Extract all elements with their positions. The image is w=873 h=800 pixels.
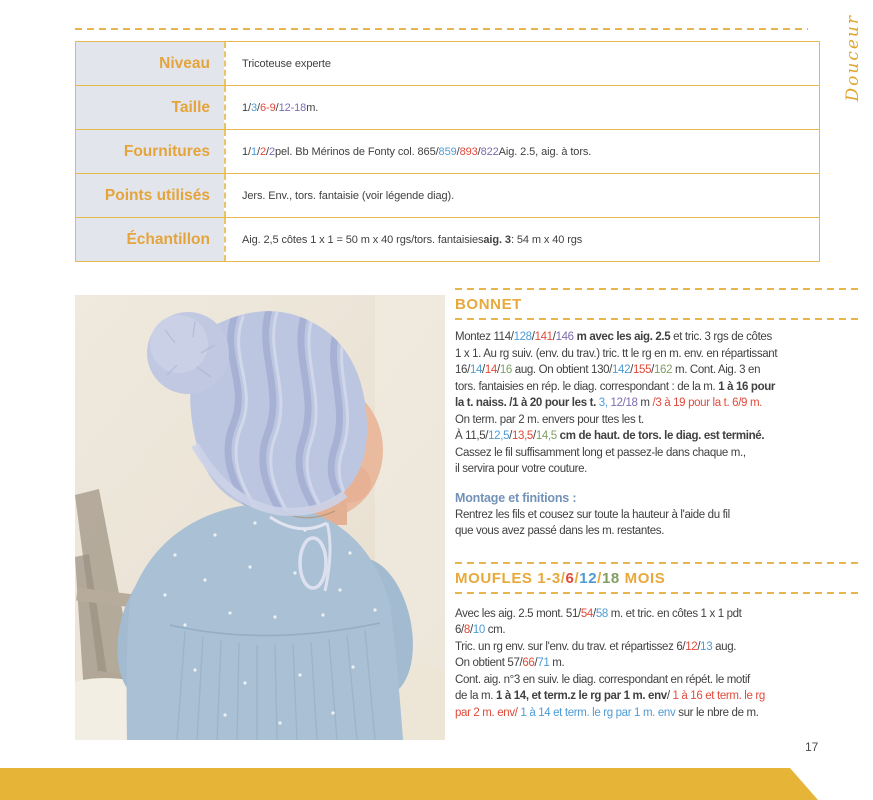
bonnet-section-header (455, 288, 859, 320)
table-row-taille (76, 85, 819, 129)
table-row-fournitures (76, 129, 819, 173)
row-label: Échantillon (76, 218, 224, 261)
moufles-section-header (455, 562, 859, 594)
dashed-divider (455, 592, 859, 594)
table-row-niveau (76, 42, 819, 85)
bonnet-title: BONNET (455, 296, 522, 313)
table-row-echantillon (76, 217, 819, 261)
top-dashed-divider (75, 28, 808, 30)
baby-photo-illustration (75, 295, 445, 740)
row-value: 1/ 3 / 6-9 / 12-18 m. (224, 86, 819, 129)
dashed-divider (455, 288, 859, 290)
bonnet-instructions: Montez 114/128/141/146 m avec les aig. 2.5 et tric. 3 rgs de côtes 1 x 1. Au rg suiv. (env. du trav.) tric. tt le rg en m. env. en répartissant 16/14/14/16 aug. On obtient 130/142/155/162 m. Cont. Aig. 3 en tors. fantaisies en rép. le diag. correspondant : de la m. 1 à 16 pour la t. naiss. /1 à 20 pour les t. 3, 12/18 m /3 à 19 pour la t. 6/9 m. On term. par 2 m. envers pour ttes les t. À 11,5/12,5/13,5/14,5 cm de haut. de tors. le diag. est terminé. Cassez le fil suffisamment long et passez-le dans chaque m., il servira pour votre couture. (455, 331, 778, 475)
table-row-points-utilises (76, 173, 819, 217)
section-ribbon-douceur: Douceur (843, 14, 863, 102)
pattern-spec-table (75, 41, 820, 262)
row-label: Fournitures (76, 130, 224, 173)
baby-photo (75, 295, 445, 740)
row-label: Niveau (76, 42, 224, 85)
row-value: 1/ 1 / 2 / 2 pel. Bb Mérinos de Fonty col. 865/ 859 / 893 / 822 Aig. 2.5, aig. à tors. (224, 130, 819, 173)
dashed-divider (455, 318, 859, 320)
instructions-column (455, 288, 859, 721)
row-value: Aig. 2,5 côtes 1 x 1 = 50 m x 40 rgs/tors. fantaisies aig. 3 : 54 m x 40 rgs (224, 218, 819, 261)
row-label: Points utilisés (76, 174, 224, 217)
moufles-instructions: Avec les aig. 2.5 mont. 51/54/58 m. et tric. en côtes 1 x 1 pdt 6/8/10 cm. Tric. un rg env. sur l'env. du trav. et répartissez 6/12/13 aug. On obtient 57/66/71 m. Cont. aig. n°3 en suiv. le diag. correspondant en répét. le motif de la m. 1 à 14, et term.z le rg par 1 m. env/ 1 à 16 et term. le rg par 2 m. env/ 1 à 14 et term. le rg par 1 m. env sur le nbre de m. (455, 607, 765, 719)
page-number: 17 (805, 740, 819, 754)
moufles-title: MOUFLES 1-3/6/12/18 MOIS (455, 569, 666, 587)
montage-section (455, 491, 859, 540)
row-value: Jers. Env., tors. fantaisie (voir légende diag). (224, 174, 819, 217)
montage-title: Montage et finitions : (455, 490, 577, 505)
dashed-divider (455, 562, 859, 564)
montage-instructions: Rentrez les fils et cousez sur toute la hauteur à l'aide du fil que vous avez passé dans les m. restantes. (455, 508, 730, 537)
footer-accent-bar (0, 768, 818, 800)
row-value: Tricoteuse experte (224, 42, 819, 85)
row-label: Taille (76, 86, 224, 129)
